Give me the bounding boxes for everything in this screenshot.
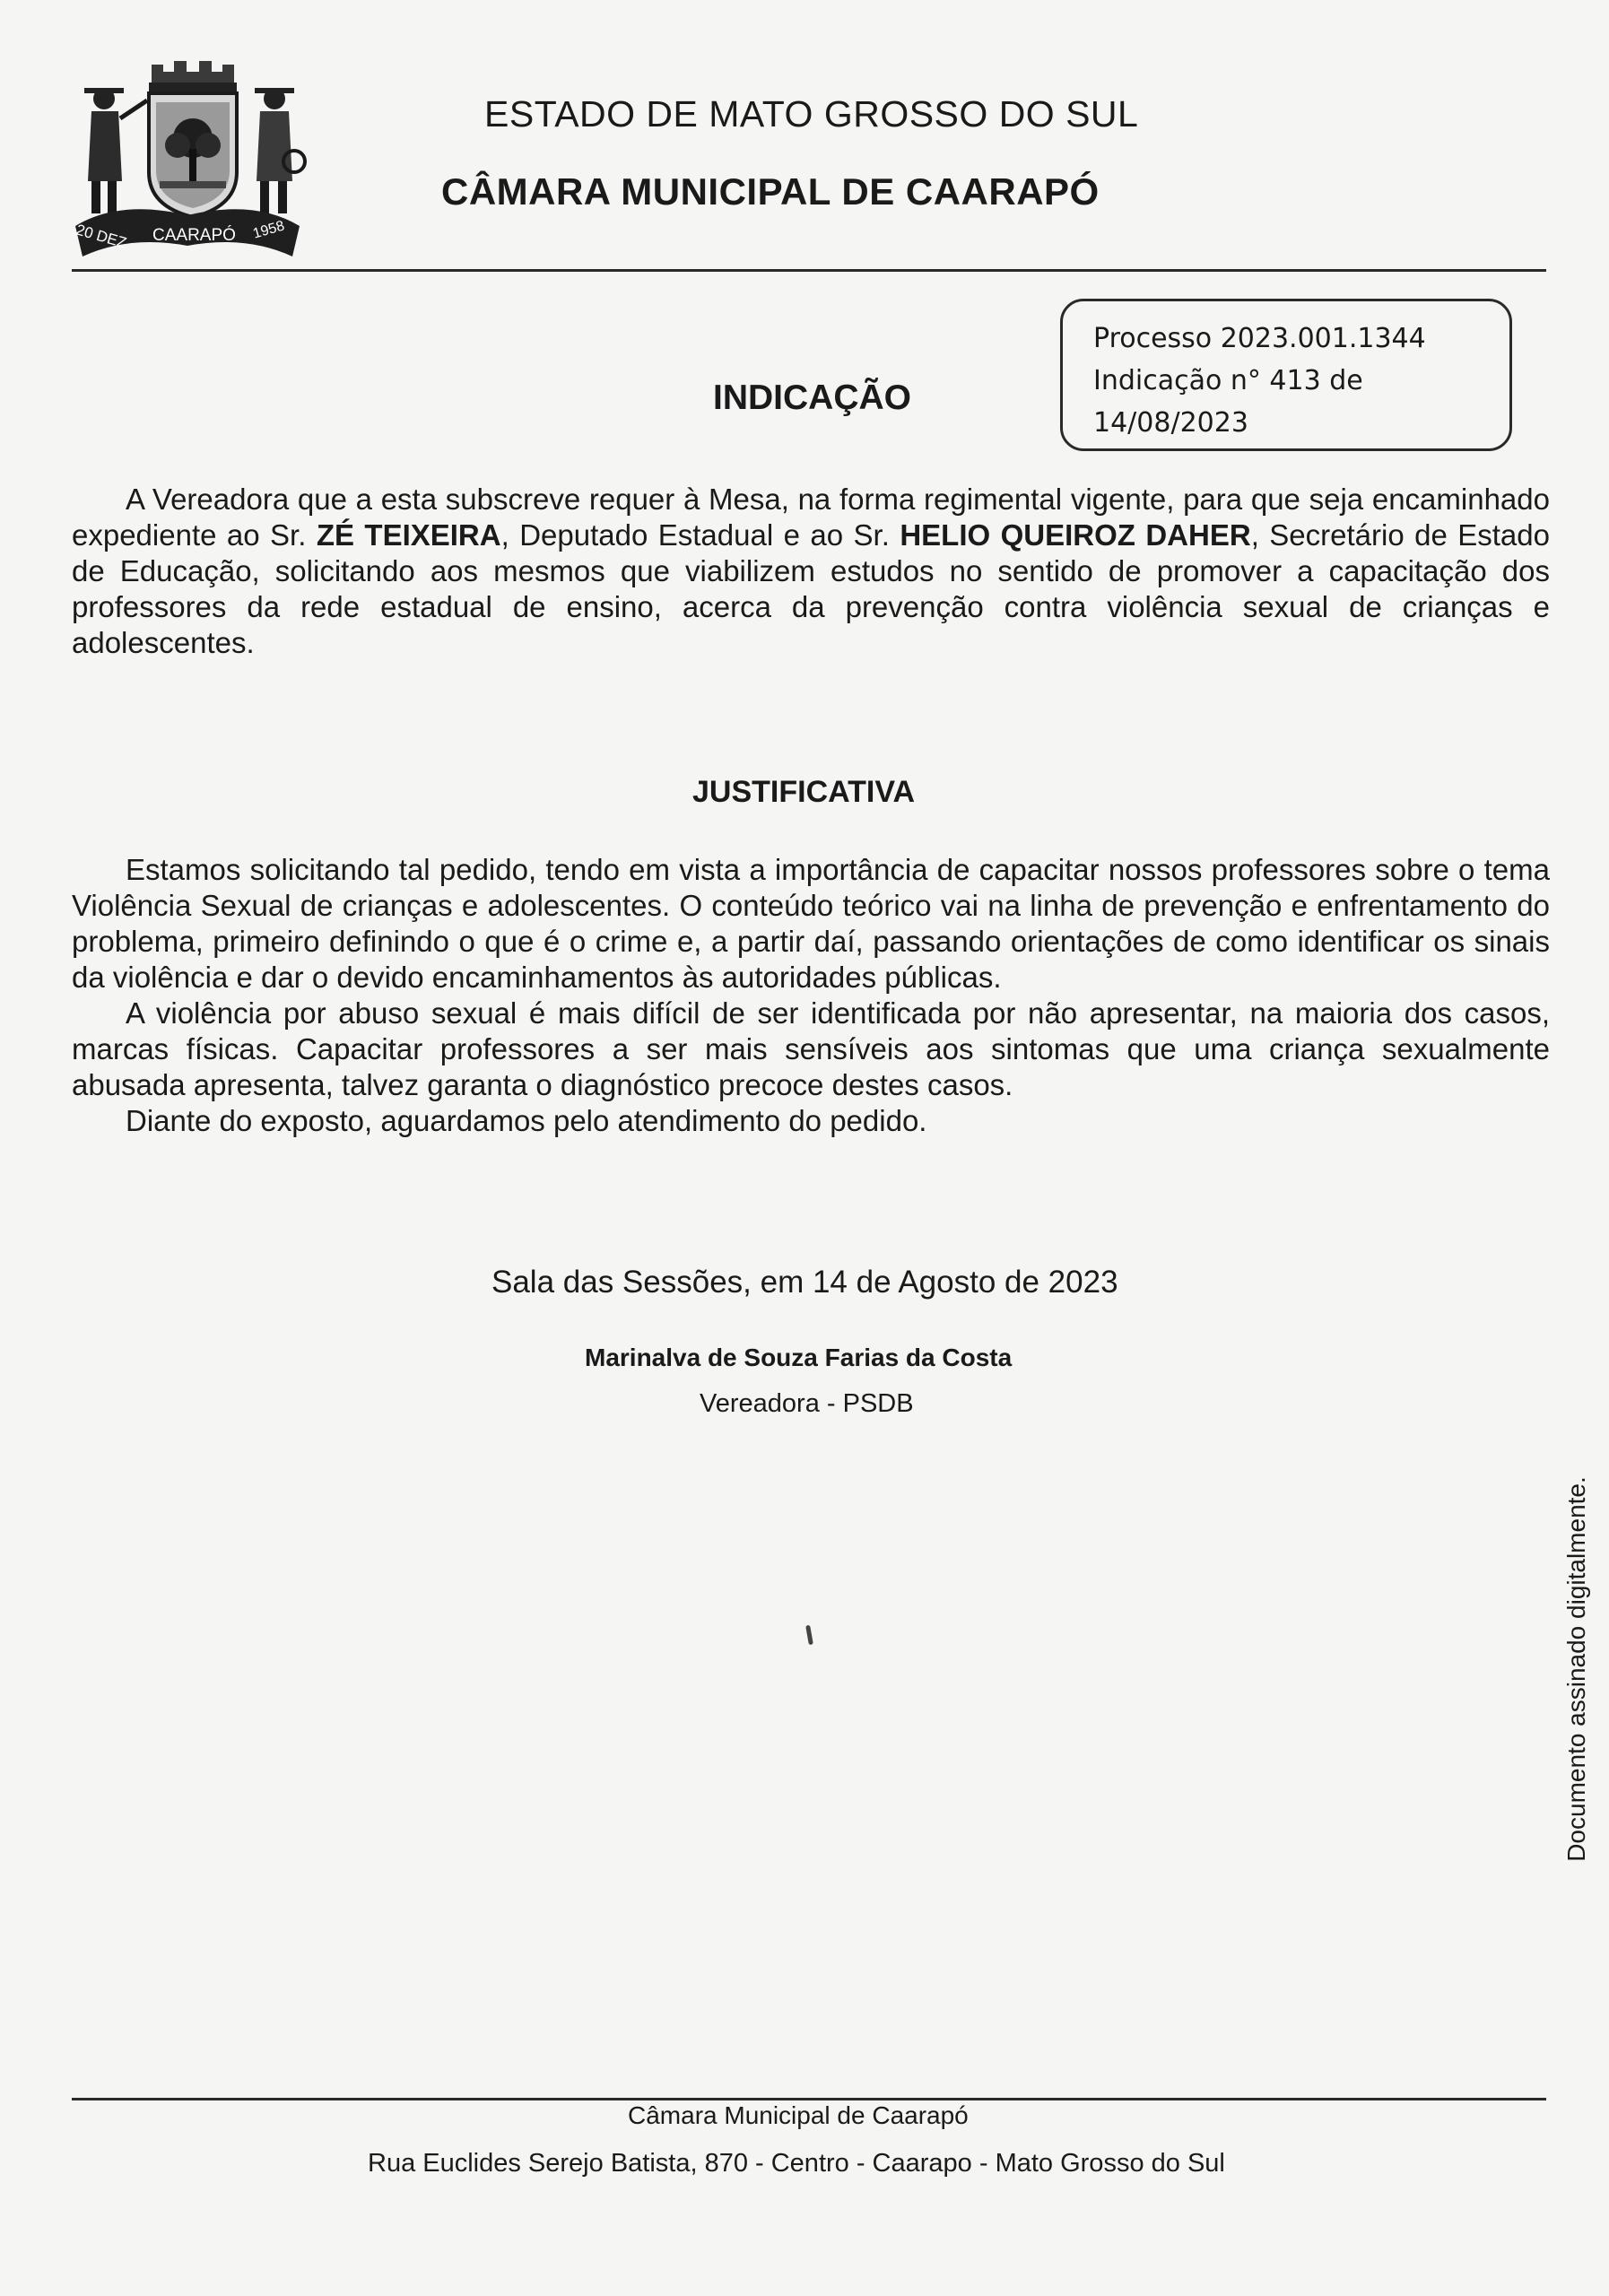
indication-date: 14/08/2023 <box>1093 407 1248 439</box>
signer-role: Vereadora - PSDB <box>700 1389 914 1418</box>
footer-divider <box>72 2098 1546 2100</box>
header-divider <box>72 269 1546 272</box>
request-paragraph <box>72 482 1550 661</box>
footer-institution: Câmara Municipal de Caarapó <box>628 2101 969 2129</box>
municipal-crest-logo <box>66 56 309 264</box>
footer-address: Rua Euclides Serejo Batista, 870 - Centro - Caarapo - Mato Grosso do Sul <box>368 2149 1225 2178</box>
document-title: INDICAÇÃO <box>713 378 911 417</box>
chamber-heading: CÂMARA MUNICIPAL DE CAARAPÓ <box>441 170 1100 213</box>
crest-ribbon-date: 20 DEZ <box>74 221 129 252</box>
state-heading: ESTADO DE MATO GROSSO DO SUL <box>484 93 1139 135</box>
place-date: Sala das Sessões, em 14 de Agosto de 2023 <box>491 1265 1118 1300</box>
process-info-box <box>1060 299 1512 451</box>
crest-ribbon-name: CAARAPÓ <box>152 226 236 245</box>
justification-title: JUSTIFICATIVA <box>692 775 916 809</box>
request-text-3: , Secretário de Estado de Educação, solicitando aos mesmos que viabilizem estudos no sentido de promover a capacitação dos professores da rede estadual de ensino, acerca da prevenção contra violência sexual de crianças e adolescentes. <box>72 518 1550 659</box>
digital-signature-text: Documento assinado digitalmente. <box>1562 1476 1590 1862</box>
justification-body <box>72 852 1550 1139</box>
recipient-name-2: HELIO QUEIROZ DAHER <box>900 518 1251 552</box>
justification-paragraph: Estamos solicitando tal pedido, tendo em vista a importância de capacitar nossos professores sobre o tema Violência Sexual de crianças e adolescentes. O conteúdo teórico vai na linha de prevenção e enfrentamento do problema, primeiro definindo o que é o crime e, a partir daí, passando orientações de como identificar os sinais da violência e dar o devido encaminhamentos às autoridades públicas. <box>72 853 1550 994</box>
request-text-2: , Deputado Estadual e ao Sr. <box>500 518 900 552</box>
justification-paragraph: Diante do exposto, aguardamos pelo atendimento do pedido. <box>126 1104 927 1137</box>
indication-number: Indicação n° 413 de <box>1093 365 1363 396</box>
crest-ribbon-year: 1958 <box>251 218 287 242</box>
scan-mark <box>805 1625 813 1646</box>
recipient-name-1: ZÉ TEIXEIRA <box>316 518 501 552</box>
justification-paragraph: A violência por abuso sexual é mais difícil de ser identificada por não apresentar, na maioria dos casos, marcas físicas. Capacitar professores a ser mais sensíveis aos sintomas que uma criança sexualmente abusada apresenta, talvez garanta o diagnóstico precoce destes casos. <box>72 996 1550 1101</box>
signer-name: Marinalva de Souza Farias da Costa <box>585 1344 1013 1371</box>
process-number: Processo 2023.001.1344 <box>1093 323 1426 354</box>
digital-signature-note <box>1558 1467 1596 1871</box>
request-text-1: A Vereadora que a esta subscreve requer à Mesa, na forma regimental vigente, para que seja encaminhado expediente ao Sr. <box>72 483 1550 552</box>
